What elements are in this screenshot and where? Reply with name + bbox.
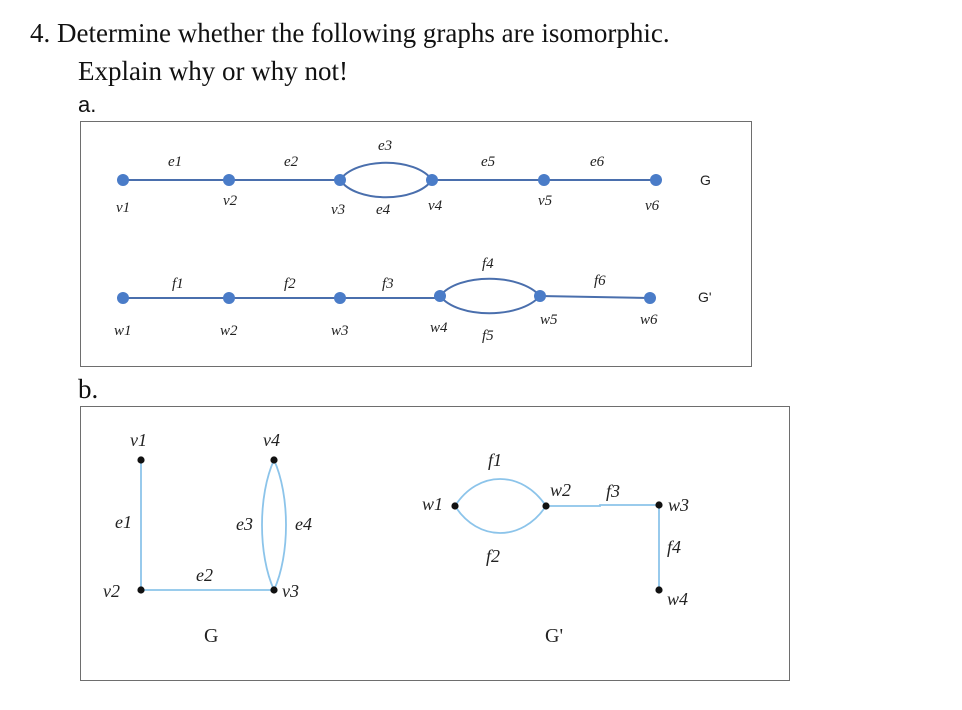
part-a-graph-g-prime — [114, 256, 712, 344]
vertex-w5 — [534, 290, 546, 302]
vertex-w2 — [223, 292, 235, 304]
vertex-w1 — [117, 292, 129, 304]
vertex-label-v1: v1 — [116, 200, 131, 216]
vertex-label-b-w4: w4 — [667, 589, 689, 609]
edge-label-f3: f3 — [382, 276, 394, 292]
edge-label-b-e1: e1 — [115, 512, 132, 532]
edge-label-e2: e2 — [284, 154, 299, 170]
vertex-label-b-w1: w1 — [422, 494, 444, 514]
vertex-label-b-v4: v4 — [263, 430, 280, 450]
edge-e4 — [340, 180, 432, 197]
edge-label-b-f1: f1 — [488, 450, 503, 470]
edge-b-f3 — [546, 505, 659, 506]
vertex-label-v2: v2 — [223, 193, 238, 209]
edge-b-f1 — [455, 479, 546, 506]
graph-name-g-a: G — [700, 172, 711, 188]
part-b-label: b. — [78, 374, 99, 404]
edge-label-f4: f4 — [482, 256, 494, 272]
edge-label-f5: f5 — [482, 328, 494, 344]
vertex-v4 — [426, 174, 438, 186]
vertex-label-w1: w1 — [114, 323, 132, 339]
question-line-1: 4. Determine whether the following graphs are isomorphic. — [30, 18, 670, 48]
edge-label-e4: e4 — [376, 202, 391, 218]
edge-label-b-e3: e3 — [236, 514, 253, 534]
edge-b-e4 — [274, 460, 286, 590]
edge-label-f6: f6 — [594, 273, 606, 289]
vertex-b-w1 — [451, 502, 458, 509]
vertex-label-w3: w3 — [331, 323, 349, 339]
graph-name-g-prime-a: G' — [698, 289, 712, 305]
question-line-2: Explain why or why not! — [78, 56, 348, 86]
edge-label-b-e2: e2 — [196, 565, 213, 585]
edge-f4 — [440, 279, 540, 296]
vertex-b-w4 — [655, 586, 662, 593]
edge-f6 — [540, 296, 650, 298]
part-b-graph-g-prime — [422, 450, 689, 647]
edge-label-b-f4: f4 — [667, 537, 682, 557]
vertex-v6 — [650, 174, 662, 186]
vertex-label-v5: v5 — [538, 193, 553, 209]
edge-label-e3: e3 — [378, 138, 393, 154]
vertex-w4 — [434, 290, 446, 302]
edge-b-e3 — [262, 460, 274, 590]
vertex-v2 — [223, 174, 235, 186]
vertex-b-w3 — [655, 501, 662, 508]
vertex-label-w2: w2 — [220, 323, 238, 339]
part-a-graph-g — [116, 138, 711, 218]
vertex-b-v1 — [137, 456, 144, 463]
vertex-label-v3: v3 — [331, 202, 346, 218]
edge-label-e6: e6 — [590, 154, 605, 170]
edge-label-e5: e5 — [481, 154, 496, 170]
vertex-label-v4: v4 — [428, 198, 443, 214]
edge-e3 — [340, 163, 432, 180]
vertex-b-v2 — [137, 586, 144, 593]
vertex-v3 — [334, 174, 346, 186]
vertex-label-w6: w6 — [640, 312, 658, 328]
vertex-b-v4 — [270, 456, 277, 463]
vertex-label-b-v3: v3 — [282, 581, 299, 601]
vertex-label-v6: v6 — [645, 198, 660, 214]
edge-b-f2 — [455, 506, 546, 533]
edge-label-f1: f1 — [172, 276, 184, 292]
vertex-label-b-v2: v2 — [103, 581, 120, 601]
part-a-label: a. — [78, 92, 97, 117]
vertex-b-w2 — [542, 502, 549, 509]
edge-f5 — [440, 296, 540, 313]
graph-name-g-prime-b: G' — [545, 625, 564, 647]
vertex-label-b-w2: w2 — [550, 480, 572, 500]
edge-label-e1: e1 — [168, 154, 183, 170]
edge-label-b-f3: f3 — [606, 481, 621, 501]
vertex-label-b-w3: w3 — [668, 495, 690, 515]
vertex-label-b-v1: v1 — [130, 430, 147, 450]
vertex-label-w4: w4 — [430, 320, 448, 336]
vertex-w6 — [644, 292, 656, 304]
edge-label-b-e4: e4 — [295, 514, 312, 534]
part-b-graph-g — [103, 430, 312, 647]
vertex-v1 — [117, 174, 129, 186]
vertex-w3 — [334, 292, 346, 304]
vertex-b-v3 — [270, 586, 277, 593]
edge-label-b-f2: f2 — [486, 546, 501, 566]
edge-label-f2: f2 — [284, 276, 296, 292]
vertex-label-w5: w5 — [540, 312, 558, 328]
graph-name-g-b: G — [204, 625, 219, 647]
vertex-v5 — [538, 174, 550, 186]
